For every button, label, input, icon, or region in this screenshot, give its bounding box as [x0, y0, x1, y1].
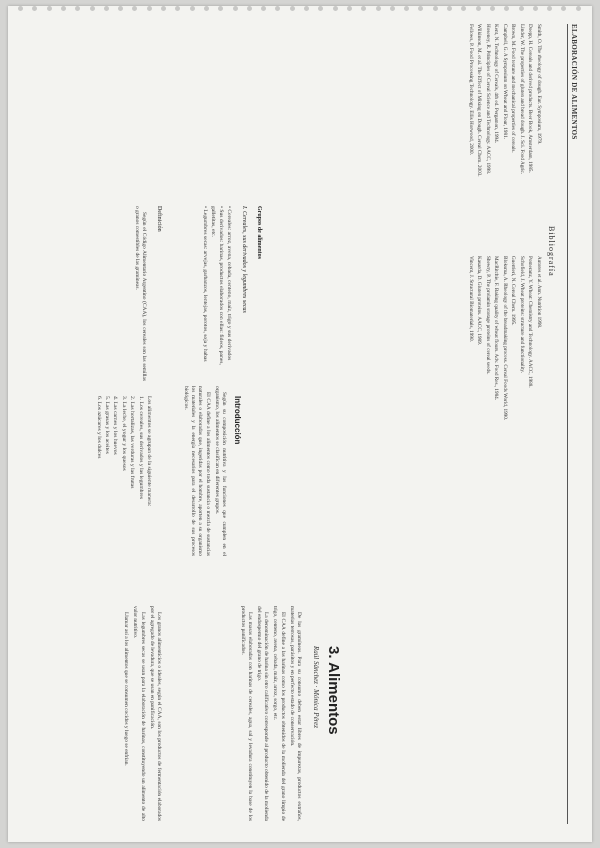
bib-entry: Campbell, G. A Symposium on Wheat and Flour, 1981. [502, 24, 508, 139]
right-column-lower [120, 606, 162, 821]
cereal-item: • Cereales: arroz, avena, cebada, centeno, maíz, trigo y sus derivados [226, 206, 232, 361]
bib-entry: Kent, N. Technology of Cereals, 4th ed. Pergamon, 1994. [493, 24, 500, 144]
rotated-page-content [8, 6, 592, 842]
chapter-authors: Raúl Sánchez · Mónica Pérez [312, 646, 320, 728]
bib-entry: Kasarda, D. Gluten proteins. AACC, 1989. [476, 256, 483, 346]
body-paragraph: Llamar así a los alimentos que se consumen cocidos y luego se enfrían. [123, 612, 130, 766]
body-paragraph: La denominación de harina sin otro calificativo corresponde al producto obtenido de la molienda del endospermo del grano de trigo. [255, 606, 270, 821]
bib-entry: Guerrieri, N. Cereal Chem. 1995. [510, 256, 517, 326]
bib-entry: Vincent, J. Structural Biomaterials, 1990. [468, 256, 474, 342]
body-paragraph: De las gramíneas. Para su consumo deben estar libres de impurezas, productos extraños, materias terrosas, parásitos y en perfecto estado de conservación. [288, 606, 302, 821]
body-paragraph: El CAA define a las harinas como los productos obtenidos de la molienda del grano limpio de trigo, centeno, avena, cebada, maíz, arroz, sorgo, etc. [272, 606, 286, 821]
groups-heading: Grupos de alimentos [256, 206, 262, 260]
chapter-title: 3. Alimentos [325, 646, 342, 735]
scanned-page [8, 6, 592, 842]
intro-column [180, 386, 227, 556]
bib-entry: Hoseney, R. Principles of Cereal Science and Technology. AACC, 1998. [485, 24, 491, 175]
header-rule [567, 24, 568, 824]
definition-paragraph: Según el Código Alimentario Argentino (CAA), los cereales son las semillas o granos comestibles de las gramíneas. [133, 206, 147, 381]
bib-entry: Doepp, H. Cereals and derived products. Beer Book, Amsterdam, 1985. [527, 24, 534, 173]
bib-entry: Wilkinson, M. et al. The Effect of Mixing on Dough. Cereal Chem. 2003. [476, 24, 483, 177]
body-paragraph: Las masas elaboradas con harinas de cereales, agua, sal y levadura constituyen la base de los productos panificados. [239, 606, 253, 821]
bib-entry: Autores et al. Ann. Nutrition 1998. [536, 256, 542, 329]
intro-paragraph: El CAA define a los alimentos como toda sustancia o mezcla de sustancias naturales o elaboradas que, ingeridas por el hombre, aporten a su organismo los materiales y la energía necesarios para el desarrollo de sus procesos biológicos. [182, 386, 211, 556]
groups-list [93, 396, 152, 556]
cereal-heading: I. Cereales, sus derivados y legumbres secas [241, 206, 247, 313]
bibliography-column-2 [466, 256, 543, 476]
cereal-list [199, 206, 232, 381]
groups-list-item: 3. La leche, el yogur y los quesos [120, 396, 127, 471]
bib-entry: Linder, W. The properties of gluten and bread dough. J. Sci. Food Agric. [519, 24, 525, 175]
groups-list-item: 4. Las carnes y los huevos [112, 396, 119, 455]
running-head: ELABORACIÓN DE ALIMENTOS [570, 24, 578, 140]
definition-heading: Definición [156, 206, 162, 232]
bib-entry: Bloksma, A. Rheology of the breadmaking process. Cereal Foods World, 1990. [502, 256, 508, 421]
definition-column [131, 206, 147, 381]
intro-paragraph: Según su composición nutritiva y las funciones que cumplen en el organismo, los alimentos se clasifican en diferentes grupos. [213, 386, 227, 556]
cereal-item: • Legumbres secas: arvejas, garbanzos, lentejas, porotos, soja y habas [201, 206, 208, 362]
bib-entry: Pomeranz, Y. Wheat: Chemistry and Technology. AACC, 1988. [527, 256, 534, 388]
groups-list-item: 5. Las grasas y los aceites [103, 396, 110, 454]
intro-heading: Introducción [233, 396, 242, 445]
bib-entry: Brown, M. Food texture and mechanical properties of cereals. [510, 24, 517, 153]
bibliography-column-1 [466, 24, 543, 244]
body-paragraph: Las legumbres secas se usan para la elaboración de harinas, constituyendo un alimento de alto valor nutritivo. [132, 606, 146, 821]
bib-entry: Schofield, J. Wheat proteins: structure and functionality. [519, 256, 525, 373]
bib-entry: Fellows, P. Food Processing Technology. Ellis Horwood, 2000. [468, 24, 474, 155]
groups-list-item: 2. Las hortalizas, las verduras y las frutas [129, 396, 136, 489]
bib-entry: MacRitchie, F. Baking quality of wheat flours. Adv. Food Res., 1984. [493, 256, 500, 401]
groups-list-lead: Los alimentos se agrupan de la siguiente manera: [146, 396, 152, 507]
body-paragraph: Los granos alimenticios o ideales, según el CAA, son los productos de fermentación elaborados por el agregado de levadura, que se usan en panificación. [148, 606, 162, 821]
groups-list-item: 1. Los cereales, sus derivados y las legumbres [137, 396, 144, 499]
groups-list-item: 6. Los azúcares y los dulces [95, 396, 102, 459]
right-column [236, 606, 302, 821]
cereal-item: • Sus derivados: harinas, productos elaborados con ellas: fideos, panes, galletitas, etc. [210, 206, 224, 365]
bib-entry: Smith, O. The rheology of dough. Eur. Symposium, 1979. [536, 24, 542, 145]
bibliography-title: Bibliografía [547, 226, 556, 277]
bib-entry: Shewry, P. The prolamin storage proteins of cereal seeds. [485, 256, 491, 375]
